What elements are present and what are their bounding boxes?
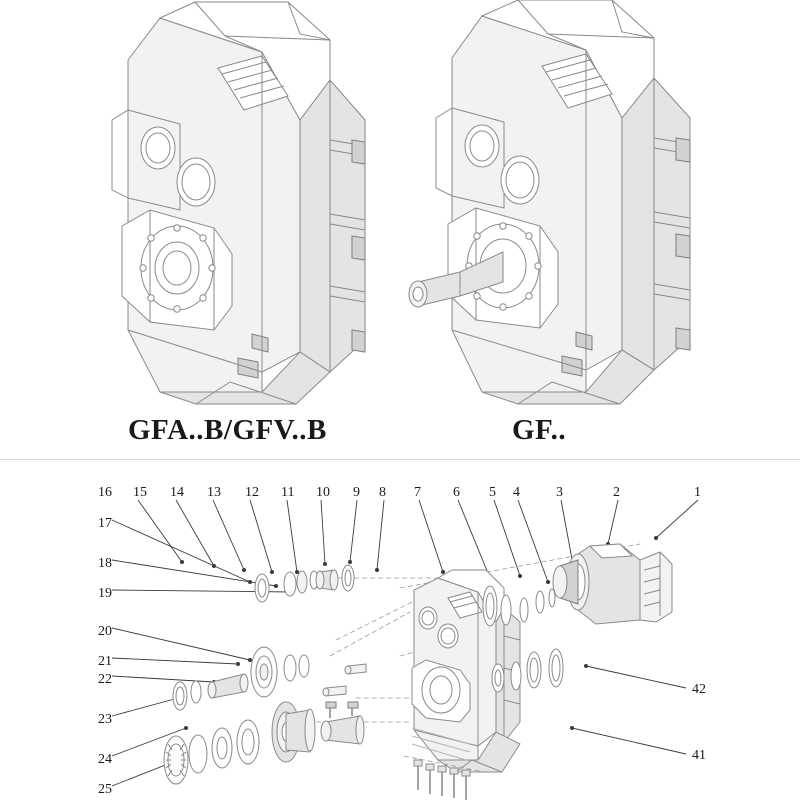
callout-top-3: 3 (556, 485, 563, 500)
callout-top-11: 11 (281, 485, 295, 500)
callout-left-20: 20 (98, 624, 112, 639)
callout-top-1: 1 (694, 485, 701, 500)
lower-gear-parts (164, 702, 364, 784)
exploded-view-svg (0, 460, 800, 800)
callout-top-16: 16 (98, 485, 112, 500)
callout-top-9: 9 (353, 485, 360, 500)
exploded-view-panel (0, 460, 800, 800)
upper-shaft-parts (255, 565, 354, 602)
callout-top-14: 14 (170, 485, 184, 500)
callout-left-22: 22 (98, 672, 112, 687)
callout-right-42: 42 (692, 682, 706, 697)
callout-right-41: 41 (692, 748, 706, 763)
callout-left-19: 19 (98, 586, 112, 601)
callout-top-5: 5 (489, 485, 496, 500)
gearbox-view-gf (409, 0, 690, 404)
callout-left-18: 18 (98, 556, 112, 571)
callout-top-4: 4 (513, 485, 520, 500)
leader-lines-right (572, 666, 686, 754)
caption-gfab-gfvb: GFA..B/GFV..B (128, 414, 327, 446)
callout-top-10: 10 (316, 485, 330, 500)
gearbox-view-gfab-gfvb (112, 2, 365, 404)
callout-left-17: 17 (98, 516, 112, 531)
callout-top-13: 13 (207, 485, 221, 500)
callout-top-6: 6 (453, 485, 460, 500)
callout-top-7: 7 (414, 485, 421, 500)
callout-top-8: 8 (379, 485, 386, 500)
callout-left-25: 25 (98, 782, 112, 797)
callout-left-24: 24 (98, 752, 112, 767)
leader-dots-right (570, 664, 588, 730)
caption-gf: GF.. (512, 414, 567, 446)
middle-shaft-parts (173, 647, 309, 710)
callout-top-15: 15 (133, 485, 147, 500)
motor-unit-part (553, 544, 672, 624)
fastener-parts (323, 664, 366, 718)
callout-left-21: 21 (98, 654, 112, 669)
callout-top-12: 12 (245, 485, 259, 500)
callout-top-2: 2 (613, 485, 620, 500)
callout-left-23: 23 (98, 712, 112, 727)
